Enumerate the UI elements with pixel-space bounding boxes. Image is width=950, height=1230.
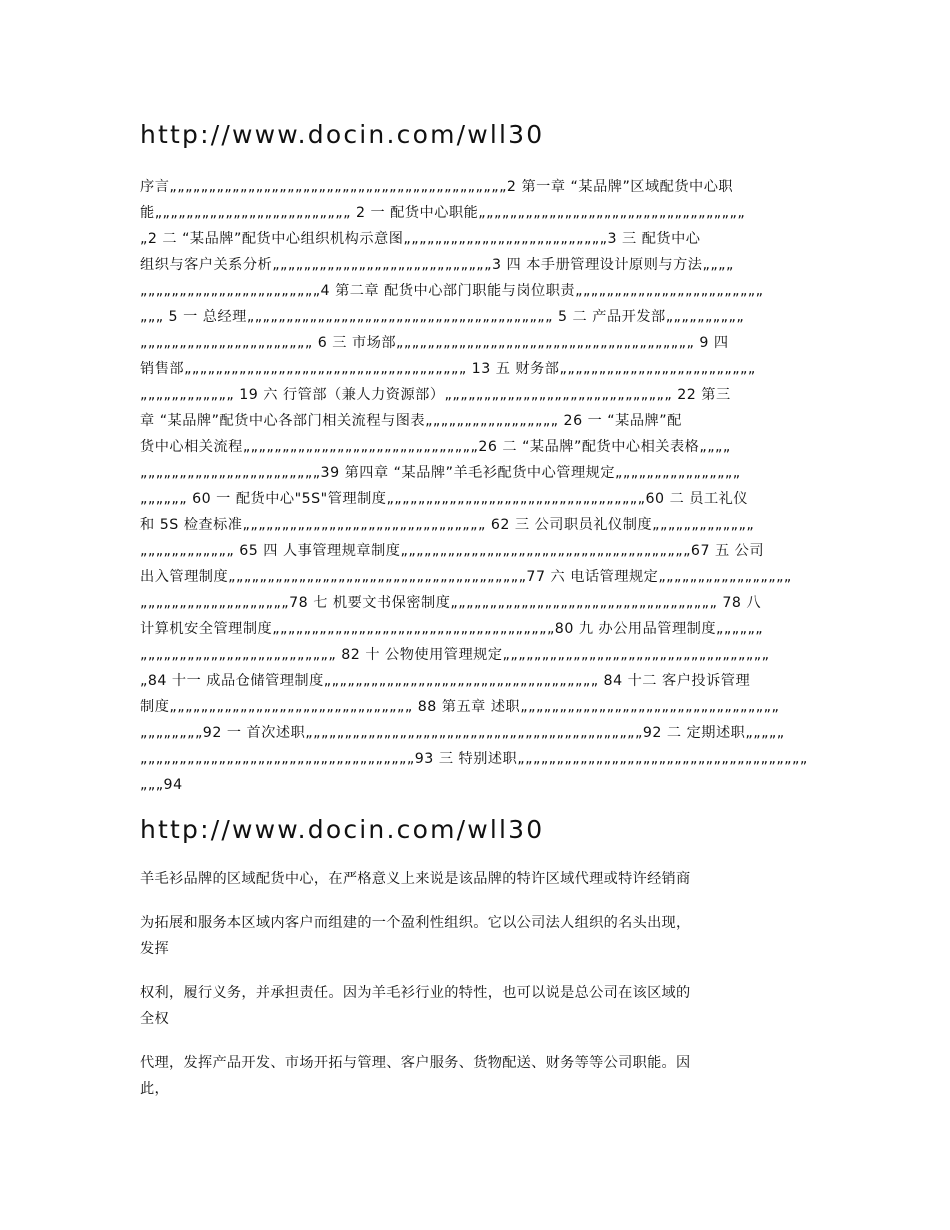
toc-line: „„„„„„„„„„„„ 19 六 行管部（兼人力资源部）„„„„„„„„„„„„„„„„„„„„„„„„„„„„„ 22 第三 [140, 387, 731, 403]
paragraph-line: 发挥 [140, 941, 169, 957]
toc-line: „„„„„„„„„„„„ 65 四 人事管理规章制度„„„„„„„„„„„„„„„„„„„„„„„„„„„„„„„„„„„„„67 五 公司 [140, 543, 765, 559]
paragraph-line: 全权 [140, 1011, 169, 1027]
body-text [140, 866, 810, 1120]
toc-line: „„„„„„„„„„„„„„„„„„„„„„ 6 三 市场部„„„„„„„„„„„„„„„„„„„„„„„„„„„„„„„„„„„„„„ 9 四 [140, 335, 729, 351]
source-url-heading-2: http://www.docin.com/wll30 [140, 815, 545, 844]
toc-line: 货中心相关流程„„„„„„„„„„„„„„„„„„„„„„„„„„„„„„26 二 “某品牌”配货中心相关表格„„„„ [140, 439, 731, 455]
toc-line: „„„„„„„„„„„„„„„„„„„„„„„4 第二章 配货中心部门职能与岗位职责„„„„„„„„„„„„„„„„„„„„„„„„ [140, 283, 764, 299]
paragraph [140, 910, 810, 962]
toc-line: 制度„„„„„„„„„„„„„„„„„„„„„„„„„„„„„„„ 88 第五章 述职„„„„„„„„„„„„„„„„„„„„„„„„„„„„„„„„„ [140, 699, 780, 715]
paragraph [140, 980, 810, 1032]
toc-line: 出入管理制度„„„„„„„„„„„„„„„„„„„„„„„„„„„„„„„„„„„„„„77 六 电话管理规定„„„„„„„„„„„„„„„„„ [140, 569, 792, 585]
toc-line: „„„„„„ 60 一 配货中心"5S"管理制度„„„„„„„„„„„„„„„„„„„„„„„„„„„„„„„„„60 二 员工礼仪 [140, 491, 749, 507]
paragraph-line: 为拓展和服务本区域内客户而组建的一个盈利性组织。它以公司法人组织的名头出现， [140, 915, 691, 931]
toc-line: 章 “某品牌”配货中心各部门相关流程与图表„„„„„„„„„„„„„„„„„ 26 一 “某品牌”配 [140, 413, 682, 429]
toc-line: „„„„„„„„„„„„„„„„„„„„„„„„„ 82 十 公物使用管理规定„„„„„„„„„„„„„„„„„„„„„„„„„„„„„„„„„„ [140, 647, 770, 663]
toc-line: 序言„„„„„„„„„„„„„„„„„„„„„„„„„„„„„„„„„„„„„„„„„„„2 第一章 “某品牌”区域配货中心职 [140, 179, 734, 195]
toc-line: „„„94 [140, 777, 183, 793]
toc-line: „„„„„„„„„„„„„„„„„„„„„„„„„„„„„„„„„„„93 三 特别述职„„„„„„„„„„„„„„„„„„„„„„„„„„„„„„„„„„„„„ [140, 751, 808, 767]
toc-line: „„„„„„„„„„„„„„„„„„„78 七 机要文书保密制度„„„„„„„„„„„„„„„„„„„„„„„„„„„„„„„„„„ 78 八 [140, 595, 762, 611]
toc-line: „2 二 “某品牌”配货中心组织机构示意图„„„„„„„„„„„„„„„„„„„„„„„„„„3 三 配货中心 [140, 231, 701, 247]
toc-line: „84 十一 成品仓储管理制度„„„„„„„„„„„„„„„„„„„„„„„„„„„„„„„„„„„ 84 十二 客户投诉管理 [140, 673, 751, 689]
source-url-heading: http://www.docin.com/wll30 [140, 120, 545, 149]
paragraph-line: 代理，发挥产品开发、市场开拓与管理、客户服务、货物配送、财务等等公司职能。因 [140, 1055, 691, 1071]
paragraph [140, 866, 810, 892]
paragraph [140, 1050, 810, 1102]
paragraph-line: 羊毛衫品牌的区域配货中心，在严格意义上来说是该品牌的特许区域代理或特许经销商 [140, 871, 691, 887]
toc-line: „„„„„„„„„„„„„„„„„„„„„„„39 第四章 “某品牌”羊毛衫配货中心管理规定„„„„„„„„„„„„„„„„ [140, 465, 741, 481]
paragraph-line: 此， [140, 1081, 169, 1097]
toc-line: 组织与客户关系分析„„„„„„„„„„„„„„„„„„„„„„„„„„„„3 四 本手册管理设计原则与方法„„„„ [140, 257, 734, 273]
toc-line: 销售部„„„„„„„„„„„„„„„„„„„„„„„„„„„„„„„„„„„„ 13 五 财务部„„„„„„„„„„„„„„„„„„„„„„„„„ [140, 361, 756, 377]
toc-line: 能„„„„„„„„„„„„„„„„„„„„„„„„„ 2 一 配货中心职能„„„„„„„„„„„„„„„„„„„„„„„„„„„„„„„„„„ [140, 205, 746, 221]
paragraph-line: 权利，履行义务，并承担责任。因为羊毛衫行业的特性，也可以说是总公司在该区域的 [140, 985, 691, 1001]
table-of-contents [140, 174, 810, 798]
toc-line: „„„„„„„„92 一 首次述职„„„„„„„„„„„„„„„„„„„„„„„„„„„„„„„„„„„„„„„„„„„92 二 定期述职„„„„„ [140, 725, 785, 741]
toc-line: „„„ 5 一 总经理„„„„„„„„„„„„„„„„„„„„„„„„„„„„„„„„„„„„„„„ 5 二 产品开发部„„„„„„„„„„ [140, 309, 745, 325]
toc-line: 计算机安全管理制度„„„„„„„„„„„„„„„„„„„„„„„„„„„„„„„„„„„„80 九 办公用品管理制度„„„„„„ [140, 621, 764, 637]
toc-line: 和 5S 检查标准„„„„„„„„„„„„„„„„„„„„„„„„„„„„„„„ 62 三 公司职员礼仪制度„„„„„„„„„„„„„ [140, 517, 755, 533]
